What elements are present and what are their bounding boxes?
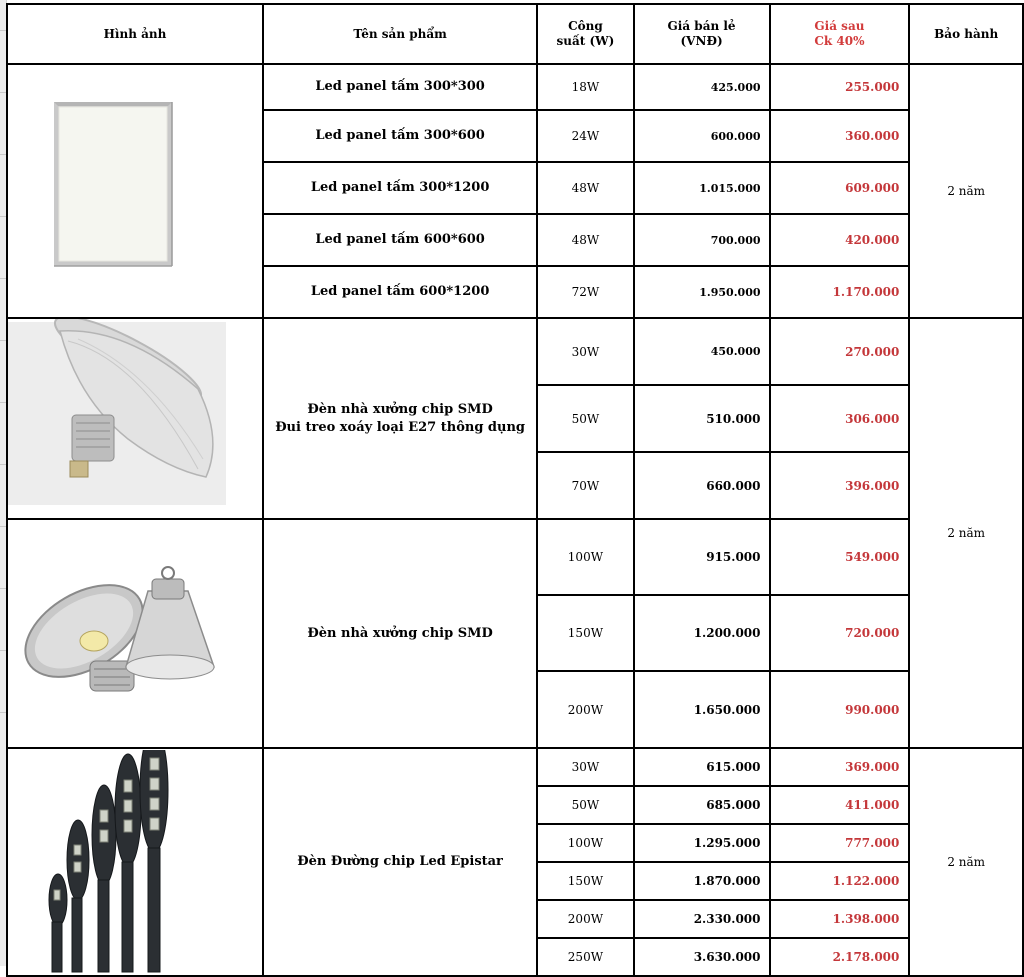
discount-price: 270.000 <box>770 318 910 385</box>
header-power-label: Công suất (W) <box>556 19 615 48</box>
product-power: 48W <box>537 214 633 266</box>
discount-price: 396.000 <box>770 452 910 519</box>
product-name: Đèn nhà xưởng chip SMD <box>263 519 537 748</box>
retail-price: 1.015.000 <box>634 162 770 214</box>
product-power: 30W <box>537 748 633 786</box>
product-name: Led panel tấm 300*300 <box>263 64 537 110</box>
product-power: 30W <box>537 318 633 385</box>
discount-price: 420.000 <box>770 214 910 266</box>
retail-price: 1.200.000 <box>634 595 770 671</box>
retail-price: 615.000 <box>634 748 770 786</box>
product-power: 70W <box>537 452 633 519</box>
product-power: 48W <box>537 162 633 214</box>
header-retail-price <box>634 4 770 64</box>
table-row <box>7 748 1023 786</box>
product-power: 200W <box>537 671 633 748</box>
warranty-text: 2 năm <box>947 855 986 869</box>
product-power: 50W <box>537 385 633 452</box>
highbay-e27-image-cell <box>7 318 263 519</box>
retail-price: 1.870.000 <box>634 862 770 900</box>
warranty-cell <box>909 748 1023 976</box>
header-row <box>7 4 1023 64</box>
table-row <box>7 318 1023 385</box>
product-power: 100W <box>537 519 633 595</box>
product-name-line-2: Đui treo xoáy loại E27 thông dụng <box>275 419 526 435</box>
product-power: 100W <box>537 824 633 862</box>
discount-price: 549.000 <box>770 519 910 595</box>
retail-price: 1.650.000 <box>634 671 770 748</box>
retail-price: 685.000 <box>634 786 770 824</box>
product-name: Đèn Đường chip Led Epistar <box>263 748 537 976</box>
discount-price: 2.178.000 <box>770 938 910 976</box>
led-panel-image <box>8 66 260 316</box>
retail-price: 700.000 <box>634 214 770 266</box>
product-name: Led panel tấm 300*600 <box>263 110 537 162</box>
warranty-cell <box>909 64 1023 318</box>
retail-price: 510.000 <box>634 385 770 452</box>
table-row <box>7 519 1023 595</box>
retail-price: 425.000 <box>634 64 770 110</box>
street-light-image <box>8 750 260 974</box>
discount-price: 306.000 <box>770 385 910 452</box>
discount-price: 369.000 <box>770 748 910 786</box>
table-row <box>7 64 1023 110</box>
retail-price: 450.000 <box>634 318 770 385</box>
retail-price: 1.950.000 <box>634 266 770 318</box>
product-power: 150W <box>537 595 633 671</box>
product-power: 150W <box>537 862 633 900</box>
discount-price: 360.000 <box>770 110 910 162</box>
highbay-e27-lamp-image <box>8 319 260 517</box>
product-name: Led panel tấm 600*1200 <box>263 266 537 318</box>
panel-image-cell <box>7 64 263 318</box>
header-image: Hình ảnh <box>7 4 263 64</box>
discount-price: 990.000 <box>770 671 910 748</box>
retail-price: 915.000 <box>634 519 770 595</box>
product-name: Led panel tấm 600*600 <box>263 214 537 266</box>
retail-price: 660.000 <box>634 452 770 519</box>
product-power: 18W <box>537 64 633 110</box>
retail-price: 1.295.000 <box>634 824 770 862</box>
product-name: Led panel tấm 300*1200 <box>263 162 537 214</box>
product-power: 200W <box>537 900 633 938</box>
discount-price: 255.000 <box>770 64 910 110</box>
highbay-e27-name-cell <box>263 318 537 519</box>
product-power: 24W <box>537 110 633 162</box>
price-table <box>6 3 1024 977</box>
street-image-cell <box>7 748 263 976</box>
discount-price: 1.398.000 <box>770 900 910 938</box>
discount-price: 609.000 <box>770 162 910 214</box>
highbay-smd-lamp-image <box>8 521 260 747</box>
highbay-smd-image-cell <box>7 519 263 748</box>
product-name-line-1: Đèn nhà xưởng chip SMD <box>307 401 493 417</box>
header-warranty: Bảo hành <box>909 4 1023 64</box>
retail-price: 600.000 <box>634 110 770 162</box>
discount-price: 777.000 <box>770 824 910 862</box>
discount-price: 411.000 <box>770 786 910 824</box>
product-power: 250W <box>537 938 633 976</box>
retail-price: 3.630.000 <box>634 938 770 976</box>
header-product-name: Tên sản phẩm <box>263 4 537 64</box>
product-power: 50W <box>537 786 633 824</box>
discount-price: 1.170.000 <box>770 266 910 318</box>
product-power: 72W <box>537 266 633 318</box>
warranty-cell <box>909 318 1023 748</box>
header-discount-price <box>770 4 910 64</box>
warranty-text: 2 năm <box>947 184 986 198</box>
header-power <box>537 4 633 64</box>
header-discount-label: Giá sau Ck 40% <box>814 19 865 48</box>
header-retail-label: Giá bán lẻ (VNĐ) <box>667 19 736 48</box>
discount-price: 720.000 <box>770 595 910 671</box>
retail-price: 2.330.000 <box>634 900 770 938</box>
discount-price: 1.122.000 <box>770 862 910 900</box>
warranty-text: 2 năm <box>947 526 986 540</box>
